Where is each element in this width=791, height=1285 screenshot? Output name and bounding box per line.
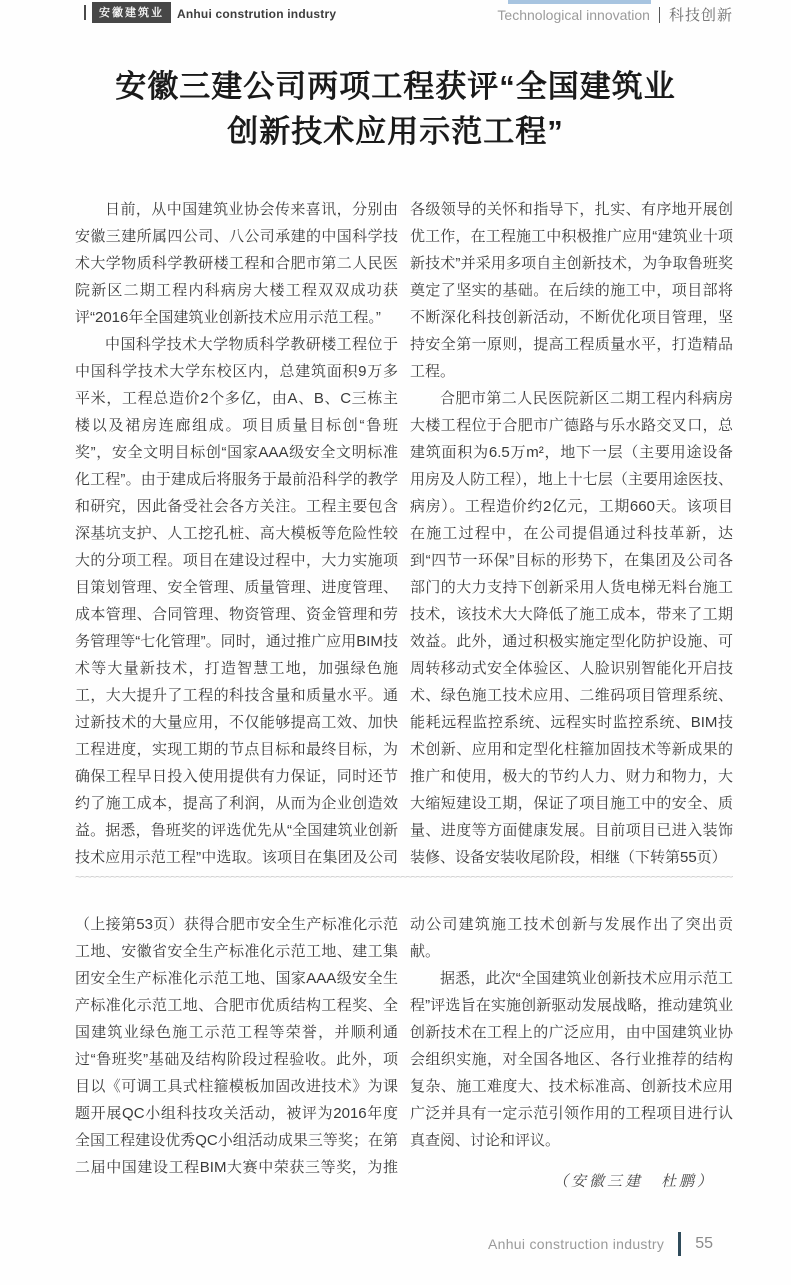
article-title <box>0 64 791 154</box>
byline: （安徽三建 杜鹏） <box>552 1172 715 1190</box>
footer-separator <box>678 1232 681 1256</box>
paragraph: 合肥市第二人民医院新区二期工程内科病房大楼工程位于合肥市广德路与乐水路交叉口，总建筑面积为6.5万m²，地下一层（主要用途设备用房及人防工程），地上十七层（主要用途医技、病房）。工程造价约2亿元，工期660天。该项目在施工过程中，在公司提倡通过科技革新，达到“四节一环保”目标的形势下，在集团及公司各部门的大力支持下创新采用人货电梯无料台施工技术，该技术大大降低了施工成本，带来了工期效益。此外，通过积极实施定型化防护设施、可周转移动式安全体验区、人脸识别智能化开启技术、绿色施工技术应用、二维码项目管理系统、能耗远程监控系统、远程实时监控系统、BIM技术创新、应用和定型化柱箍加固技术等新成果的推广和使用，极大的节约人力、财力和物力，大大缩短建设工期，保证了项目施工中的安全、质量、进度等方面健康发展。目前项目已进入装饰装修、设备安装收尾阶段，相继（下转第55页） <box>410 390 733 866</box>
article-title-line2: 创新技术应用示范工程” <box>227 114 564 149</box>
section-chinese-label: 科技创新 <box>668 7 733 24</box>
paragraph: 据悉，此次“全国建筑业创新技术应用示范工程”评选旨在实施创新驱动发展战略，推动建筑业创新技术在工程上的广泛应用，由中国建筑业协会组织实施，对全国各地区、各行业推荐的结构复杂、施工难度大、技术标准高、创新技术应用广泛并具有一定示范引领作用的工程项目进行认真查阅、讨论和评议。 <box>410 970 733 1149</box>
paragraph: 中国科学技术大学物质科学教研楼工程位于中国科学技术大学东校区内，总建筑面积9万多平米，工程总造价2个多亿，由A、B、C三栋主楼以及裙房连廊组成。项目质量目标创“鲁班奖”，安全文明目标创“国家AAA级安全文明标准化工程”。由于建成后将服务于最前沿科学的教学和研究，因此备受社会各方关注。工程主要包含深基坑支护、人工挖孔桩、高大模板等危险性较大的分项工程。项目在建设过程中，大力实施项目策划管理、安全管理、质量管理、进度管理、成本管理、合同管理、物资管理、资金管理和劳务管理等“七化管理”。同时，通过推广应用BIM技术等大量新技术，打造智慧工地，加强绿色施工，大大提升了工程的科技含量和质量水平。通过新技术的大量应用，不仅能够提高工效、加快工程进度，实现工期的节点目标和最终目标，为确保工程早日投入使用提供有力保证，同时还节约了施工成本，提高了利润，从而为企业创造效益。据悉，鲁班奖的评选优先从“全国建筑业创新技术应用示范工程”中选取。该项目在集团及公司各级领导的关怀和指导下，扎实、有序地开展创优工作，在工程施工中积极推广应用“建筑业十项新技术”并采用多项自主创新技术，为争取鲁班奖奠定了坚实的基础。在后续的施工中，项目部将不断深化科技创新活动，不断优化项目管理，坚持安全第一原则，提高工程质量水平，打造精品工程。 <box>75 201 733 866</box>
header-tick-divider <box>84 5 86 20</box>
article-title-line1: 安徽三建公司两项工程获评“全国建筑业 <box>115 69 676 104</box>
section-english-label: Technological innovation <box>497 6 650 23</box>
header-separator <box>659 7 660 23</box>
article-top-section <box>75 196 733 871</box>
paragraph: 日前，从中国建筑业协会传来喜讯，分别由安徽三建所属四公司、八公司承建的中国科学技术大学物质科学教研楼工程和合肥市第二人民医院新区二期工程内科病房大楼工程双双成功获评“2016年全国建筑业创新技术应用示范工程。” <box>75 201 398 326</box>
paragraph: （上接第53页）获得合肥市安全生产标准化示范工地、安徽省安全生产标准化示范工地、建工集团安全生产标准化示范工地、国家AAA级安全生产标准化示范工地、合肥市优质结构工程奖、全国建筑业绿色施工示范工程等荣誉，并顺利通过“鲁班奖”基础及结构阶段过程验收。此外，项目以《可调工具式柱箍模板加固改进技术》为课题开展QC小组科技攻关活动，被评为2016年度全国工程建设优秀QC小组活动成果三等奖；在第二届中国建设工程BIM大赛中荣获三等奖，为推动公司建筑施工技术创新与发展作出了突出贡献。 <box>75 916 733 1176</box>
page-footer <box>488 1231 713 1257</box>
header-right <box>497 4 733 25</box>
article-bottom-section <box>75 911 733 1223</box>
brand-english-label: Anhui constrution industry <box>177 7 337 21</box>
brand-badge: 安徽建筑业 <box>92 2 171 23</box>
page-number: 55 <box>695 1235 713 1252</box>
header-left <box>84 2 336 23</box>
footer-journal-name: Anhui construction industry <box>488 1236 665 1252</box>
wavy-divider <box>75 871 733 884</box>
